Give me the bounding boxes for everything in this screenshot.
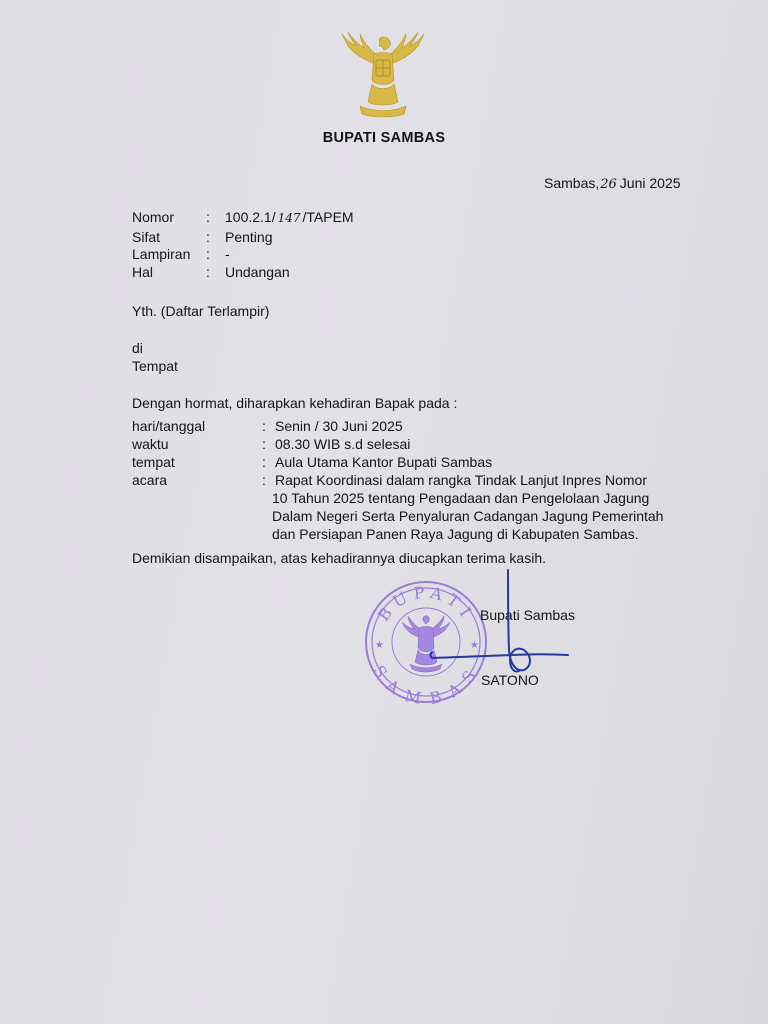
hari-label: hari/tanggal bbox=[132, 418, 206, 434]
tempat-colon: : bbox=[262, 454, 266, 470]
sifat-value: Penting bbox=[225, 229, 273, 245]
sifat-label: Sifat bbox=[132, 229, 161, 245]
waktu-label: waktu bbox=[132, 436, 169, 452]
waktu-colon: : bbox=[262, 436, 266, 452]
letterhead-title: BUPATI SAMBAS bbox=[322, 130, 446, 146]
date-month-year: Juni 2025 bbox=[619, 175, 681, 191]
nomor-handwritten: 147 bbox=[277, 211, 301, 225]
signatory-name: SATONO bbox=[481, 672, 539, 688]
tempat-label: tempat bbox=[132, 454, 175, 470]
stamp-star-right: ★ bbox=[470, 640, 479, 651]
acara-line-4: dan Persiapan Panen Raya Jagung di Kabupaten Sambas. bbox=[272, 526, 639, 542]
lampiran-value: - bbox=[225, 246, 230, 262]
nomor-value bbox=[225, 209, 354, 225]
tempat-value: Aula Utama Kantor Bupati Sambas bbox=[275, 454, 493, 470]
stamp-star-left: ★ bbox=[375, 640, 384, 651]
nomor-suffix: /TAPEM bbox=[302, 209, 354, 225]
signatory-title: Bupati Sambas bbox=[480, 607, 575, 623]
sifat-colon: : bbox=[206, 229, 210, 245]
opening-paragraph: Dengan hormat, diharapkan kehadiran Bapak pada : bbox=[132, 395, 458, 411]
hal-label: Hal bbox=[132, 264, 154, 280]
hari-colon: : bbox=[262, 418, 266, 434]
closing-paragraph: Demikian disampaikan, atas kehadirannya diucapkan terima kasih. bbox=[132, 550, 546, 566]
handwritten-date-day: 26 bbox=[600, 177, 617, 192]
recipient-line: Yth. (Daftar Terlampir) bbox=[132, 303, 270, 319]
place-label: Sambas, bbox=[544, 175, 600, 191]
di-line: di bbox=[132, 340, 143, 356]
nomor-prefix: 100.2.1/ bbox=[225, 209, 276, 225]
handwritten-signature-icon bbox=[420, 566, 580, 696]
stamp-top-text: BUPATI bbox=[373, 582, 479, 625]
lampiran-colon: : bbox=[206, 246, 210, 262]
nomor-label: Nomor bbox=[132, 209, 175, 225]
acara-line-2: 10 Tahun 2025 tentang Pengadaan dan Pengelolaan Jagung bbox=[272, 490, 650, 506]
hal-value: Undangan bbox=[225, 264, 290, 280]
acara-colon: : bbox=[262, 472, 266, 488]
garuda-pancasila-emblem-icon bbox=[336, 28, 430, 120]
tempat-line: Tempat bbox=[132, 358, 178, 374]
acara-line-1: Rapat Koordinasi dalam rangka Tindak Lanjut Inpres Nomor bbox=[275, 472, 647, 488]
lampiran-label: Lampiran bbox=[132, 246, 191, 262]
stamp-bottom-text: SAMBAS bbox=[369, 661, 483, 709]
waktu-value: 08.30 WIB s.d selesai bbox=[275, 436, 411, 452]
acara-label: acara bbox=[132, 472, 168, 488]
nomor-colon: : bbox=[206, 209, 210, 225]
hal-colon: : bbox=[206, 264, 210, 280]
place-date bbox=[544, 175, 681, 192]
acara-line-3: Dalam Negeri Serta Penyaluran Cadangan Jagung Pemerintah bbox=[272, 508, 664, 524]
hari-value: Senin / 30 Juni 2025 bbox=[275, 418, 403, 434]
